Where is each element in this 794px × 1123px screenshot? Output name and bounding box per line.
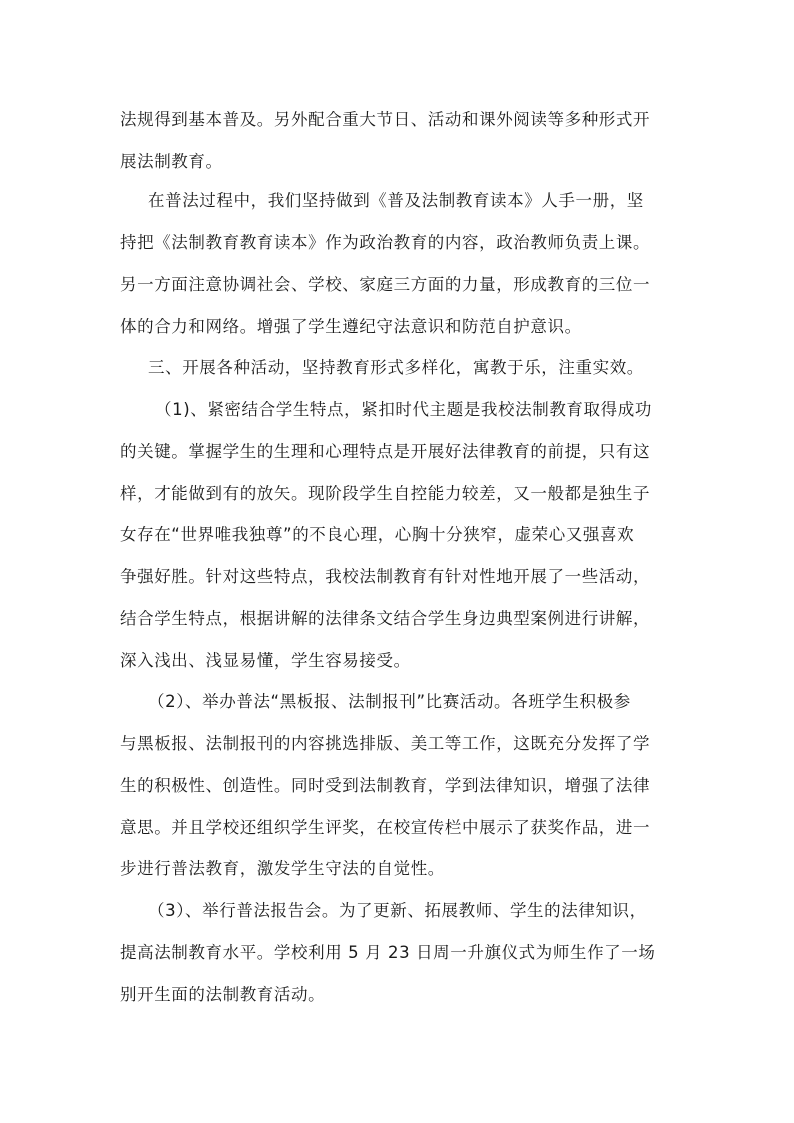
text-line: 三、开展各种活动，坚持教育形式多样化，寓教于乐，注重实效。 [148,358,644,377]
text-line: 别开生面的法制教育活动。 [120,985,326,1004]
text-line: （3）、举行普法报告会。为了更新、拓展教师、学生的法律知识， [148,901,647,920]
text-line: 意思。并且学校还组织学生评奖，在校宣传栏中展示了获奖作品，进一 [120,818,651,837]
text-line: 争强好胜。针对这些特点，我校法制教育有针对性地开展了一些活动， [120,567,651,586]
text-line: 样，才能做到有的放矢。现阶段学生自控能力较差，又一般都是独生子 [120,484,651,503]
text-line: 与黑板报、法制报刊的内容挑选排版、美工等工作，这既充分发挥了学 [120,734,651,753]
text-line: 展法制教育。 [120,152,223,171]
text-line: 在普法过程中，我们坚持做到《普及法制教育读本》人手一册，坚 [148,191,644,210]
text-line: 的关键。掌握学生的生理和心理特点是开展好法律教育的前提，只有这 [120,442,651,461]
text-line: 深入浅出、浅显易懂，学生容易接受。 [120,651,411,670]
text-line: （1)、紧密结合学生特点，紧扣时代主题是我校法制教育取得成功 [155,400,652,419]
text-line: 另一方面注意协调社会、学校、家庭三方面的力量，形成教育的三位一 [120,275,651,294]
text-line: 女存在“世界唯我独尊”的不良心理，心胸十分狭窄，虚荣心又强喜欢 [120,525,635,544]
text-line: 提高法制教育水平。学校利用 5 月 23 日周一升旗仪式为师生作了一场 [120,943,656,962]
text-line: 生的积极性、创造性。同时受到法制教育，学到法律知识，增强了法律 [120,776,651,795]
text-line: 结合学生特点，根据讲解的法律条文结合学生身边典型案例进行讲解， [120,609,651,628]
text-line: 体的合力和网络。增强了学生遵纪守法意识和防范自护意识。 [120,317,582,336]
text-line: 持把《法制教育教育读本》作为政治教育的内容，政治教师负责上课。 [120,233,651,252]
text-line: （2）、举办普法“黑板报、法制报刊”比赛活动。各班学生积极参 [148,692,631,711]
text-line: 步进行普法教育，激发学生守法的自觉性。 [120,859,445,878]
text-line: 法规得到基本普及。另外配合重大节日、活动和课外阅读等多种形式开 [120,110,651,129]
